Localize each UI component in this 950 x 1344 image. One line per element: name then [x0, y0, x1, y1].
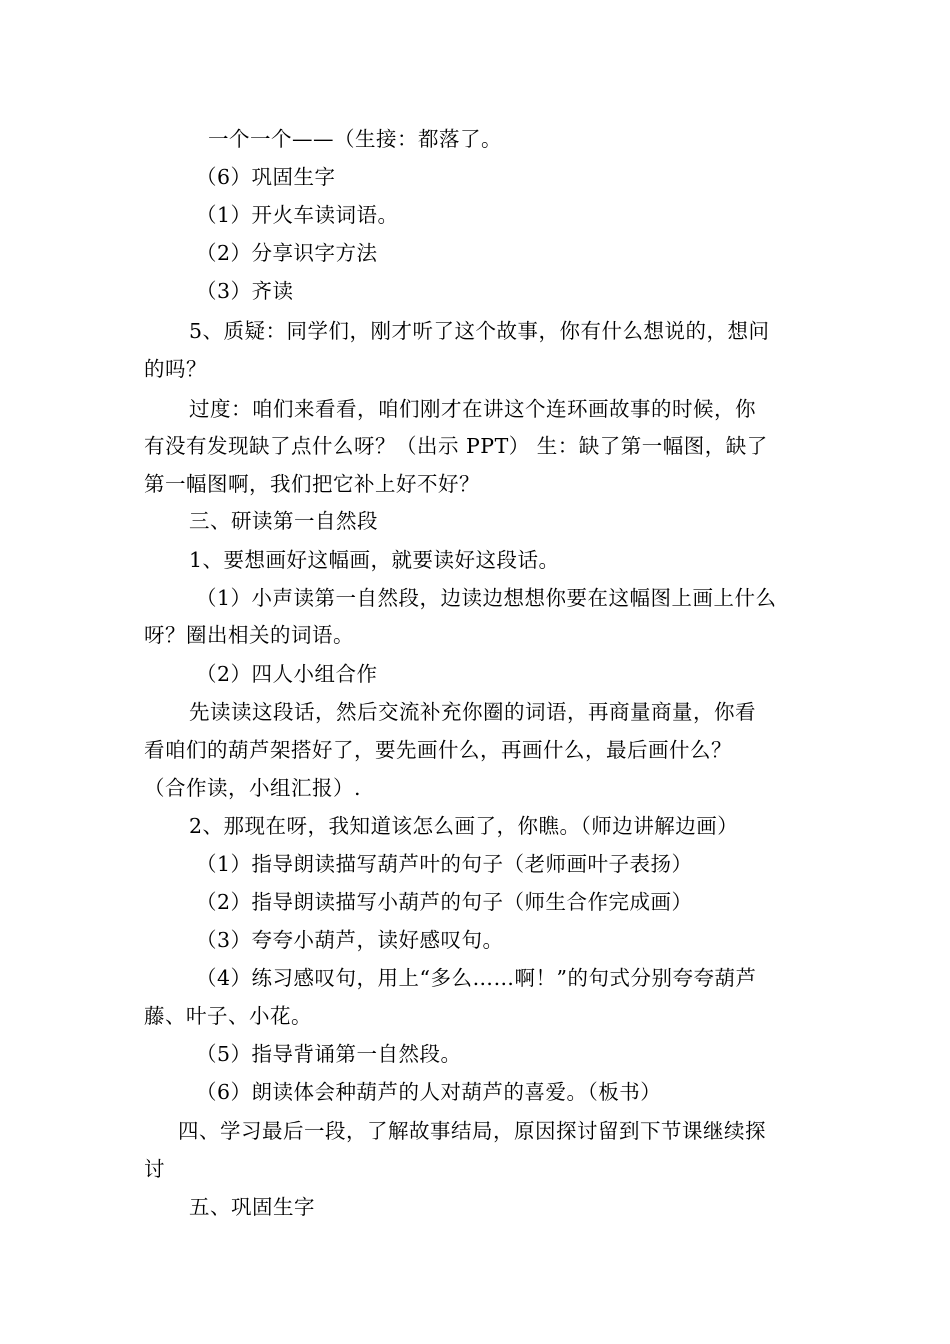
text-line-28: 讨 [144, 1157, 165, 1181]
text-line-26: （6）朗读体会种葫芦的人对葫芦的喜爱。（板书） [196, 1080, 662, 1104]
text-line-2: （6）巩固生字 [196, 165, 336, 189]
text-line-29: 五、巩固生字 [189, 1195, 315, 1219]
text-line-27: 四、学习最后一段，了解故事结局，原因探讨留到下节课继续探 [178, 1119, 766, 1143]
text-line-19: 2、那现在呀，我知道该怎么画了，你瞧。（师边讲解边画） [189, 814, 739, 838]
text-line-17: 看咱们的葫芦架搭好了，要先画什么，再画什么，最后画什么？ [144, 738, 732, 762]
text-line-18: （合作读，小组汇报）. [144, 776, 362, 800]
text-line-4: （2）分享识字方法 [196, 241, 378, 265]
text-line-25: （5）指导背诵第一自然段。 [196, 1042, 462, 1066]
text-line-21: （2）指导朗读描写小葫芦的句子（师生合作完成画） [196, 890, 693, 914]
text-line-6: 5、质疑：同学们，刚才听了这个故事，你有什么想说的，想问 [189, 319, 770, 343]
text-line-3: （1）开火车读词语。 [196, 203, 399, 227]
text-line-16: 先读读这段话，然后交流补充你圈的词语，再商量商量，你看 [189, 700, 756, 724]
text-line-11: 三、研读第一自然段 [189, 509, 378, 533]
text-line-5: （3）齐读 [196, 279, 294, 303]
text-line-23: （4）练习感叹句，用上“多么……啊！”的句式分别夸夸葫芦 [196, 966, 757, 990]
text-line-8: 过度：咱们来看看，咱们刚才在讲这个连环画故事的时候，你 [189, 397, 756, 421]
text-line-9: 有没有发现缺了点什么呀？（出示 PPT） 生：缺了第一幅图，缺了 [144, 434, 768, 458]
text-line-24: 藤、叶子、小花。 [144, 1004, 312, 1028]
text-line-1: 一个一个——（生接：都落了。 [208, 127, 502, 151]
text-line-20: （1）指导朗读描写葫芦叶的句子（老师画叶子表扬） [196, 852, 693, 876]
text-line-7: 的吗？ [144, 357, 207, 381]
text-line-22: （3）夸夸小葫芦，读好感叹句。 [196, 928, 504, 952]
text-line-10: 第一幅图啊，我们把它补上好不好？ [144, 472, 480, 496]
text-line-13: （1）小声读第一自然段，边读边想想你要在这幅图上画上什么 [196, 586, 777, 610]
text-line-14: 呀？圈出相关的词语。 [144, 623, 354, 647]
text-line-12: 1、要想画好这幅画，就要读好这段话。 [189, 548, 560, 572]
text-line-15: （2）四人小组合作 [196, 662, 378, 686]
